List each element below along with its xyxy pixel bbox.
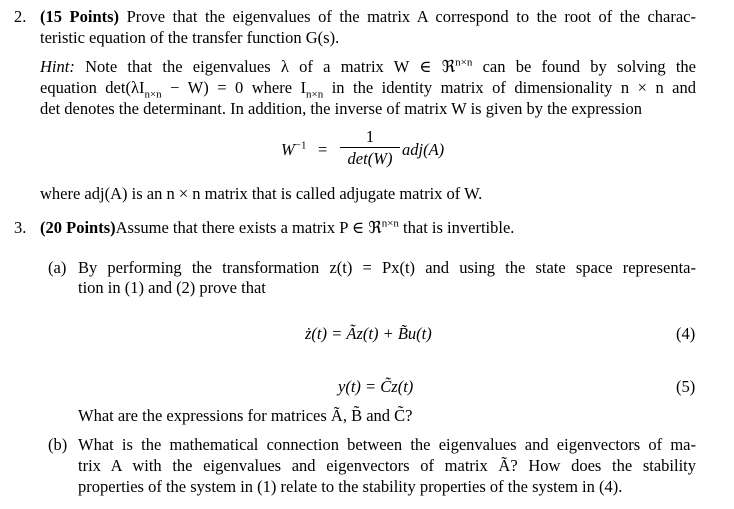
part-a-line: By performing the transformation z(t) = Px(t) and using the state space representa- xyxy=(78,258,696,277)
superscript: n×n xyxy=(455,56,473,69)
hint-text: can be found by solving the xyxy=(482,57,697,76)
part-b-line: What is the mathematical connection between the eigenvalues and eigenvectors of ma- xyxy=(78,435,696,454)
hint-line xyxy=(40,56,696,77)
subscript: n×n xyxy=(144,88,162,101)
hint-text: in the identity matrix of dimensionality n × n and xyxy=(331,78,696,97)
points-label: (15 Points) xyxy=(40,7,120,26)
equation-lhs: $W^{-1}$ xyxy=(281,139,307,159)
equation-4: ż(t) = Ãz(t) + B̃u(t) xyxy=(305,324,432,343)
superscript: n×n xyxy=(381,217,399,230)
equals-sign: = xyxy=(318,140,328,159)
hint-label: Hint: xyxy=(40,57,75,76)
denominator: det(W) xyxy=(340,147,400,169)
part-a-question: What are the expressions for matrices Ã, B̃ and C̃? xyxy=(78,406,413,425)
hint-line: det denotes the determinant. In addition, the inverse of matrix W is given by the expression xyxy=(40,99,642,118)
part-b-label: (b) xyxy=(48,435,68,454)
part-a-line: tion in (1) and (2) prove that xyxy=(78,278,266,297)
numerator: 1 xyxy=(365,127,375,146)
question-text-line xyxy=(40,6,696,27)
subscript: n×n xyxy=(306,88,324,101)
equation-rhs: adj(A) xyxy=(402,140,445,159)
hint-text: − W) = 0 where I xyxy=(170,78,307,97)
question-text: Prove that the eigenvalues of the matrix A correspond to the root of the charac- xyxy=(126,7,696,26)
hint-text: equation det(λI xyxy=(40,78,145,97)
part-b-line: trix A with the eigenvalues and eigenvectors of matrix Ã? How does the stability xyxy=(78,456,696,475)
question-text: Assume that there exists a matrix P ∈ ℜ xyxy=(115,218,382,237)
question-text-line: teristic equation of the transfer function G(s). xyxy=(40,28,340,47)
question-text: that is invertible. xyxy=(403,218,515,237)
where-line: where adj(A) is an n × n matrix that is called adjugate matrix of W. xyxy=(40,184,483,203)
equation-5: y(t) = C̃z(t) xyxy=(338,377,414,396)
fraction xyxy=(340,126,400,169)
question-number: 3. xyxy=(14,218,27,237)
equation-5-tag: (5) xyxy=(676,377,696,396)
question-intro xyxy=(40,217,514,238)
points-label: (20 Points) xyxy=(40,218,116,237)
equation-4-tag: (4) xyxy=(676,324,696,343)
part-a-label: (a) xyxy=(48,258,67,277)
hint-line xyxy=(40,77,696,101)
hint-text: Note that the eigenvalues λ of a matrix W ∈ ℜ xyxy=(85,57,456,76)
question-number: 2. xyxy=(14,7,27,26)
part-b-line: properties of the system in (1) relate to the stability properties of the system in (4). xyxy=(78,477,623,496)
